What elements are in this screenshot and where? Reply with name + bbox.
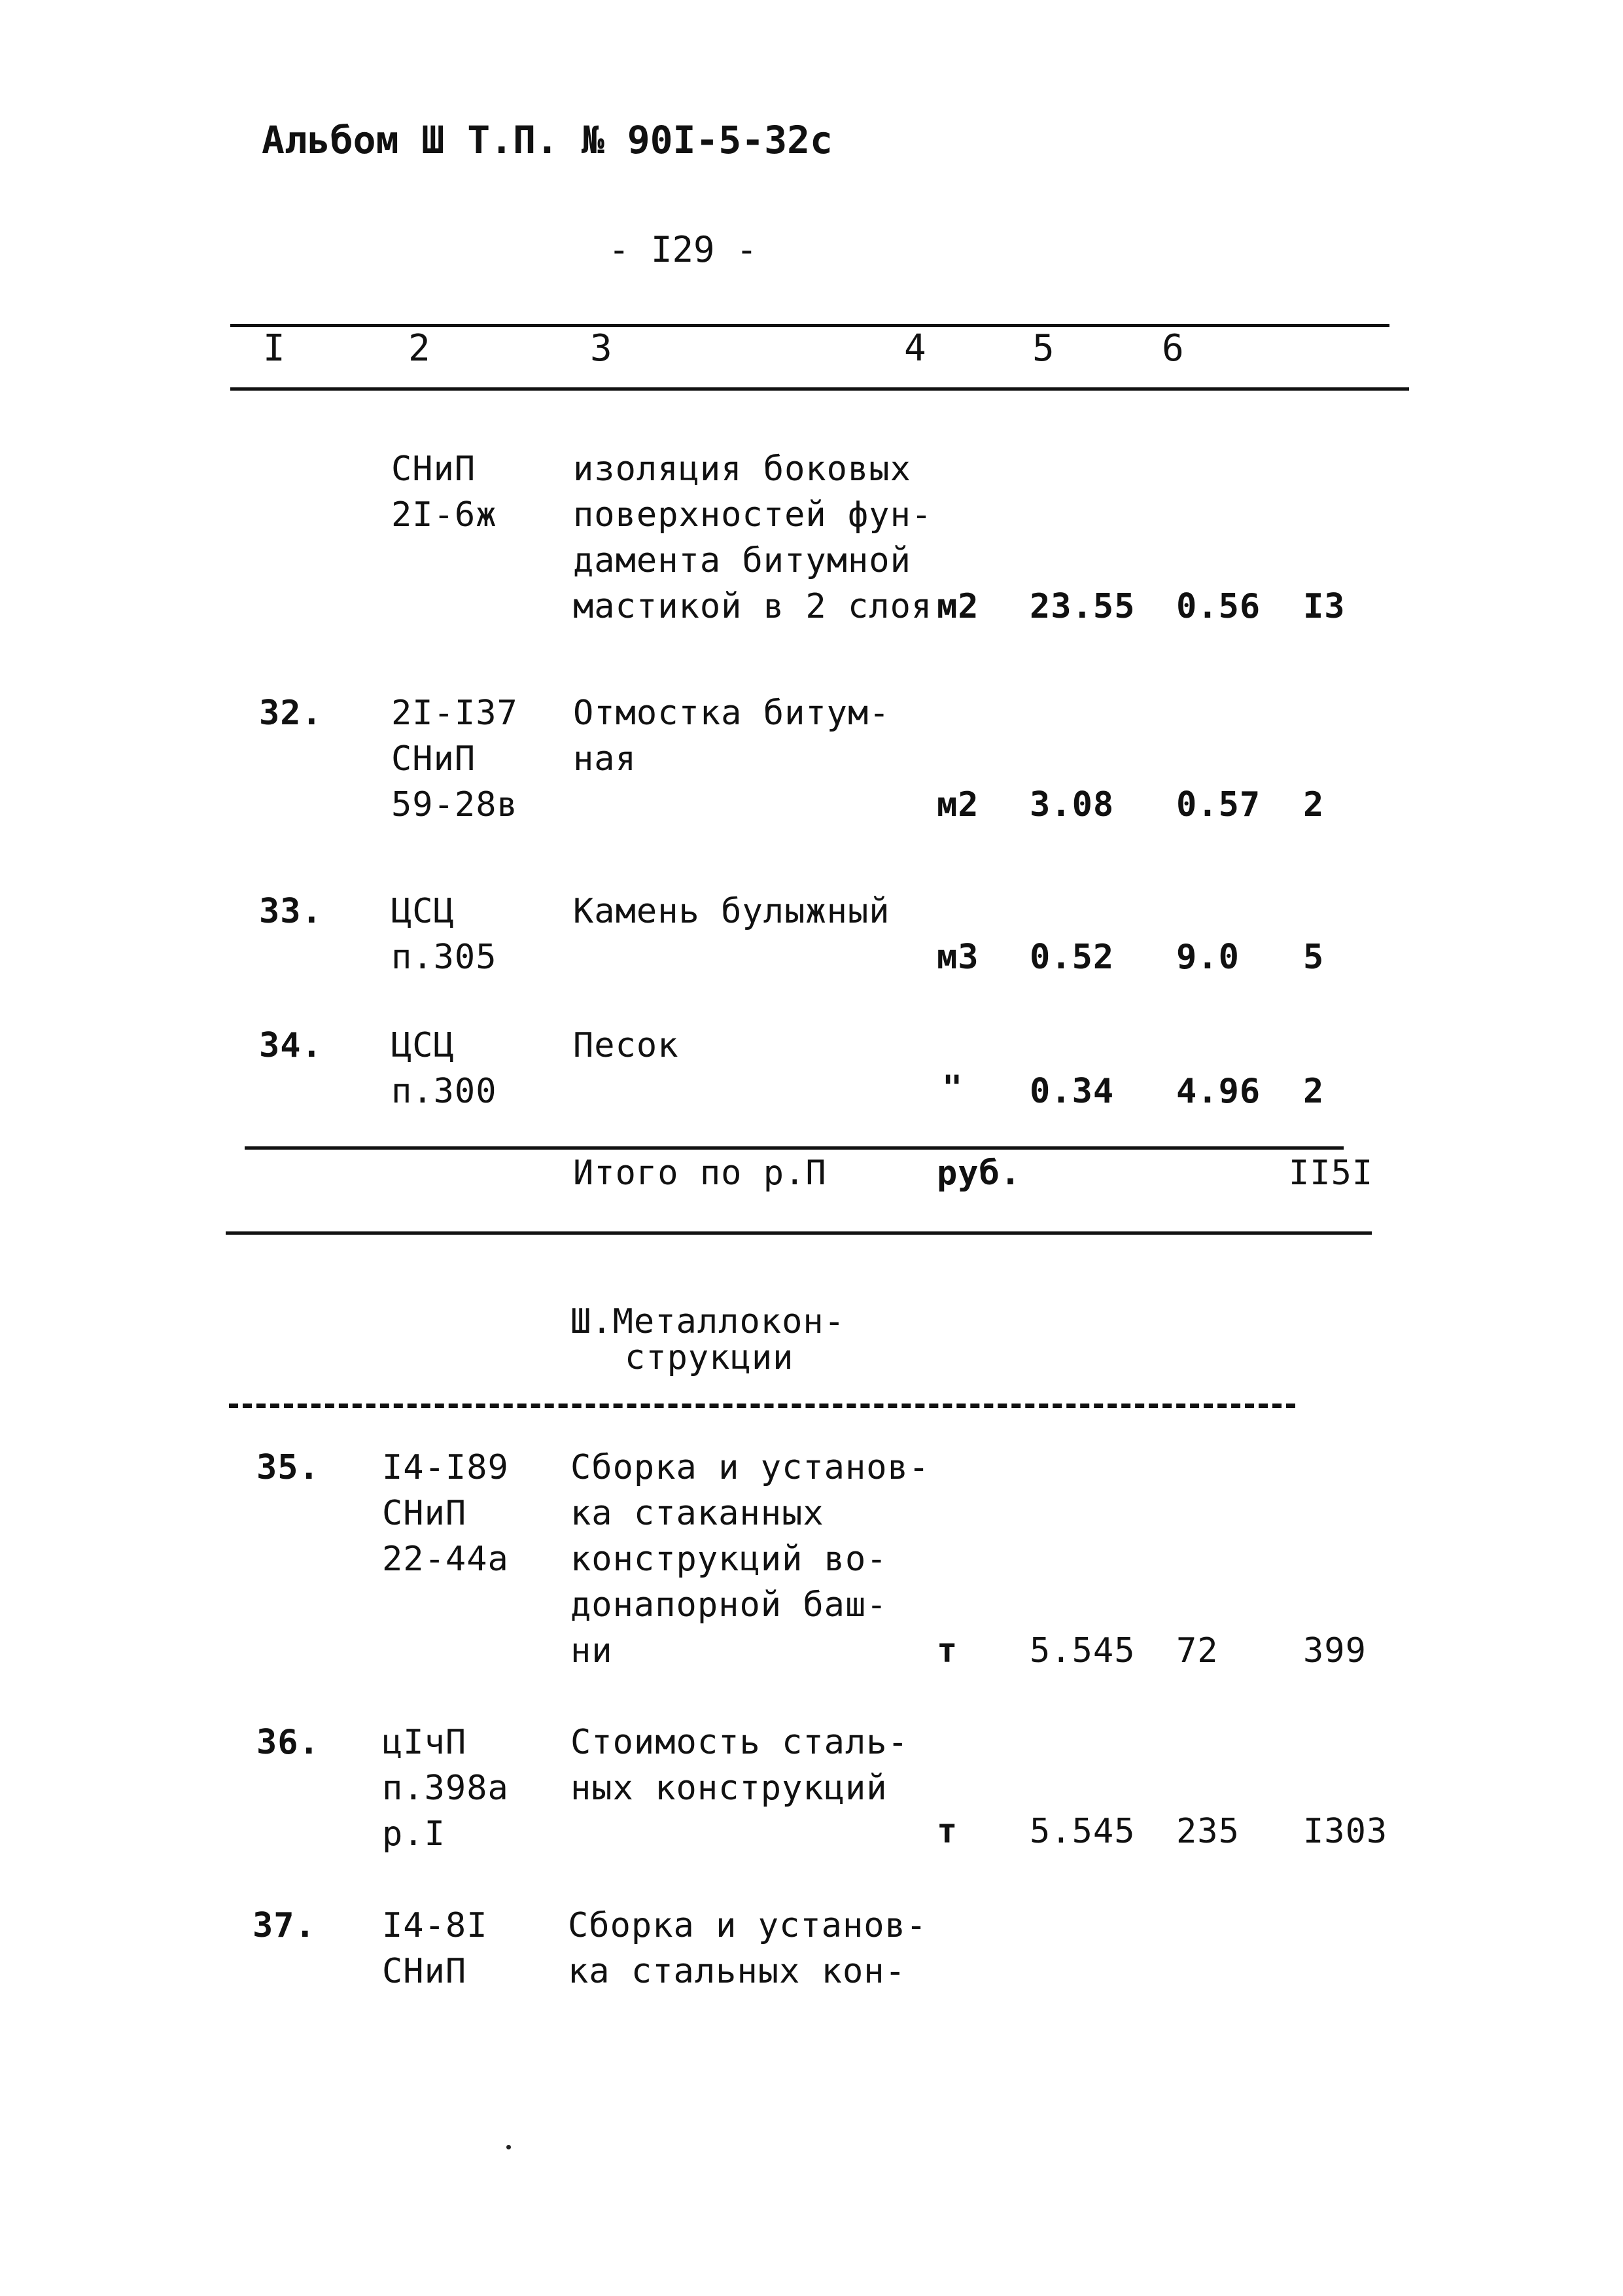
row-desc-line: ных конструкций bbox=[570, 1769, 888, 1808]
row-desc-line: ная bbox=[573, 739, 637, 779]
row-qty: 23.55 bbox=[1030, 587, 1136, 626]
row-price: 9.0 bbox=[1176, 938, 1240, 977]
row-qty: 0.52 bbox=[1030, 938, 1115, 977]
table-header-rule bbox=[230, 387, 1409, 391]
column-header-1: I bbox=[263, 327, 285, 370]
row-unit: " bbox=[942, 1069, 964, 1108]
row-code-line: I4-I89 bbox=[382, 1448, 509, 1487]
row-number: 33. bbox=[259, 892, 323, 931]
row-total: 2 bbox=[1303, 785, 1325, 824]
column-header-5: 5 bbox=[1032, 327, 1055, 370]
row-code-line: СНиП bbox=[391, 450, 476, 489]
row-code-line: п.300 bbox=[391, 1072, 497, 1111]
subtotal-top-rule bbox=[245, 1146, 1344, 1150]
row-desc-line: конструкций во- bbox=[570, 1540, 888, 1579]
row-code-line: СНиП bbox=[382, 1494, 467, 1533]
row-total: I303 bbox=[1303, 1812, 1388, 1851]
row-code-line: ЦСЦ bbox=[391, 892, 455, 931]
subtotal-unit: руб. bbox=[937, 1154, 1022, 1193]
row-number: 34. bbox=[259, 1026, 323, 1065]
row-code-line: п.398а bbox=[382, 1769, 509, 1808]
column-header-2: 2 bbox=[408, 327, 430, 370]
row-price: 0.57 bbox=[1176, 785, 1261, 824]
row-price: 235 bbox=[1176, 1812, 1240, 1851]
row-code-line: 59-28в bbox=[391, 785, 518, 824]
row-unit: м2 bbox=[937, 785, 979, 824]
row-number: 37. bbox=[253, 1906, 316, 1945]
row-total: 399 bbox=[1303, 1631, 1367, 1670]
row-code-line: 2I-I37 bbox=[391, 694, 518, 733]
row-price: 72 bbox=[1176, 1631, 1219, 1670]
row-unit: м3 bbox=[937, 938, 979, 977]
row-total: 2 bbox=[1303, 1072, 1325, 1111]
row-number: 32. bbox=[259, 694, 323, 733]
row-total: 5 bbox=[1303, 938, 1325, 977]
row-qty: 5.545 bbox=[1030, 1812, 1136, 1851]
row-desc-line: дамента битумной bbox=[573, 541, 911, 580]
column-header-3: 3 bbox=[590, 327, 612, 370]
row-desc-line: ка стаканных bbox=[570, 1494, 824, 1533]
subtotal-label: Итого по р.П bbox=[573, 1154, 827, 1193]
row-unit: т bbox=[937, 1812, 958, 1851]
section-dashed-separator bbox=[229, 1404, 1295, 1408]
row-number: 35. bbox=[256, 1448, 320, 1487]
column-header-4: 4 bbox=[904, 327, 926, 370]
row-number: 36. bbox=[256, 1723, 320, 1762]
subtotal-bottom-rule bbox=[226, 1231, 1372, 1235]
row-desc-line: Сборка и установ- bbox=[570, 1448, 930, 1487]
row-price: 0.56 bbox=[1176, 587, 1261, 626]
row-desc-line: донапорной баш- bbox=[570, 1585, 888, 1625]
row-desc-line: ка стальных кон- bbox=[568, 1952, 906, 1991]
row-unit: т bbox=[937, 1631, 958, 1670]
row-desc-line: мастикой в 2 слоя bbox=[573, 587, 933, 626]
row-code-line: 2I-6ж bbox=[391, 495, 497, 535]
row-desc-line: ни bbox=[570, 1631, 613, 1670]
row-code-line: цIчП bbox=[382, 1723, 467, 1762]
row-code-line: 22-44а bbox=[382, 1540, 509, 1579]
page-number: - I29 - bbox=[608, 229, 758, 270]
row-desc-line: Песок bbox=[573, 1026, 679, 1065]
row-code-line: СНиП bbox=[391, 739, 476, 779]
row-desc-line: поверхностей фун- bbox=[573, 495, 933, 535]
row-desc-line: изоляция боковых bbox=[573, 450, 911, 489]
table-top-rule bbox=[230, 324, 1389, 327]
section-title-line: Ш.Металлокон- bbox=[570, 1302, 845, 1341]
row-qty: 5.545 bbox=[1030, 1631, 1136, 1670]
row-desc-line: Сборка и установ- bbox=[568, 1906, 928, 1945]
column-header-6: 6 bbox=[1162, 327, 1184, 370]
row-code-line: I4-8I bbox=[382, 1906, 488, 1945]
row-qty: 0.34 bbox=[1030, 1072, 1115, 1111]
scan-speck bbox=[506, 2145, 511, 2149]
row-desc-line: Стоимость сталь- bbox=[570, 1723, 909, 1762]
row-code-line: СНиП bbox=[382, 1952, 467, 1991]
section-title-line: струкции bbox=[625, 1338, 794, 1377]
row-unit: м2 bbox=[937, 587, 979, 626]
row-price: 4.96 bbox=[1176, 1072, 1261, 1111]
row-qty: 3.08 bbox=[1030, 785, 1115, 824]
subtotal-total: II5I bbox=[1289, 1154, 1374, 1193]
row-code-line: п.305 bbox=[391, 938, 497, 977]
row-total: I3 bbox=[1303, 587, 1346, 626]
row-desc-line: Камень булыжный bbox=[573, 892, 890, 931]
row-desc-line: Отмостка битум- bbox=[573, 694, 890, 733]
row-code-line: ЦСЦ bbox=[391, 1026, 455, 1065]
row-code-line: р.I bbox=[382, 1814, 445, 1854]
album-header: Альбом Ш Т.П. № 90I-5-32с bbox=[262, 118, 833, 162]
